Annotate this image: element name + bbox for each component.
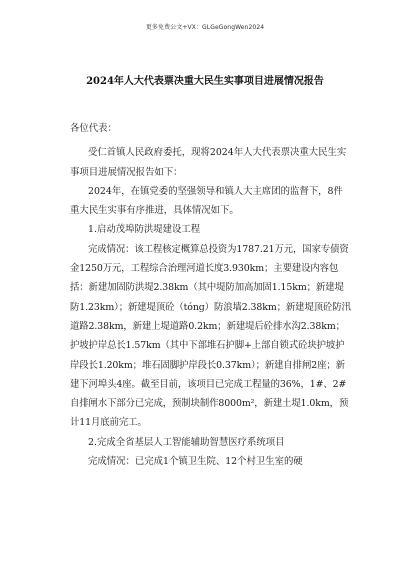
section-2-heading: 2.完成全省基层人工智能辅助智慧医疗系统项目 xyxy=(88,436,285,448)
document-body xyxy=(70,119,352,471)
header-note: 更多免费公文+VX：GLGeGongWen2024 xyxy=(145,24,265,31)
overview-paragraph: 2024年，在镇党委的坚强领导和镇人大主席团的监督下，8件重大民生实事有序推进，具体情况如下。 xyxy=(70,185,343,217)
document-title: 2024年人大代表票决重大民生实事项目进展情况报告 xyxy=(86,76,324,87)
section-2-body: 完成情况：已完成1个镇卫生院、12个村卫生室的硬 xyxy=(88,456,303,468)
section-1-body: 完成情况：该工程核定概算总投资为1787.21万元，国家专债资金1250万元，工程综合治理河道长度3.930km；主要建设内容包括：新建加固防洪堤2.38km（其中堤防加高加固1.15km；新建堤防1.23km）；新建堤顶砼（tóng）防浪墙2.38km；新建堤顶砼防汛道路2.38km，新建上堤道路0.2km；新建堤后砼排水沟2.38km；护坡护岸总长1.57km（其中下部堆石护脚+上部自锁式砼块护坡护岸段长1.20km；堆石固脚护岸段长0.37km）；新建自排闸2座；新建下河埠头4座。截至目前，该项目已完成工程量的36%，1#、2#自排闸水下部分已完成，预制块制作8000m²，新建土堤1.0km，预计11月底前完工。 xyxy=(70,243,351,429)
section-1-heading: 1.启动茂埠防洪堤建设工程 xyxy=(88,224,201,236)
intro-paragraph: 受仁首镇人民政府委托，现将2024年人大代表票决重大民生实事项目进展情况报告如下： xyxy=(70,147,347,178)
salutation: 各位代表： xyxy=(70,123,117,134)
